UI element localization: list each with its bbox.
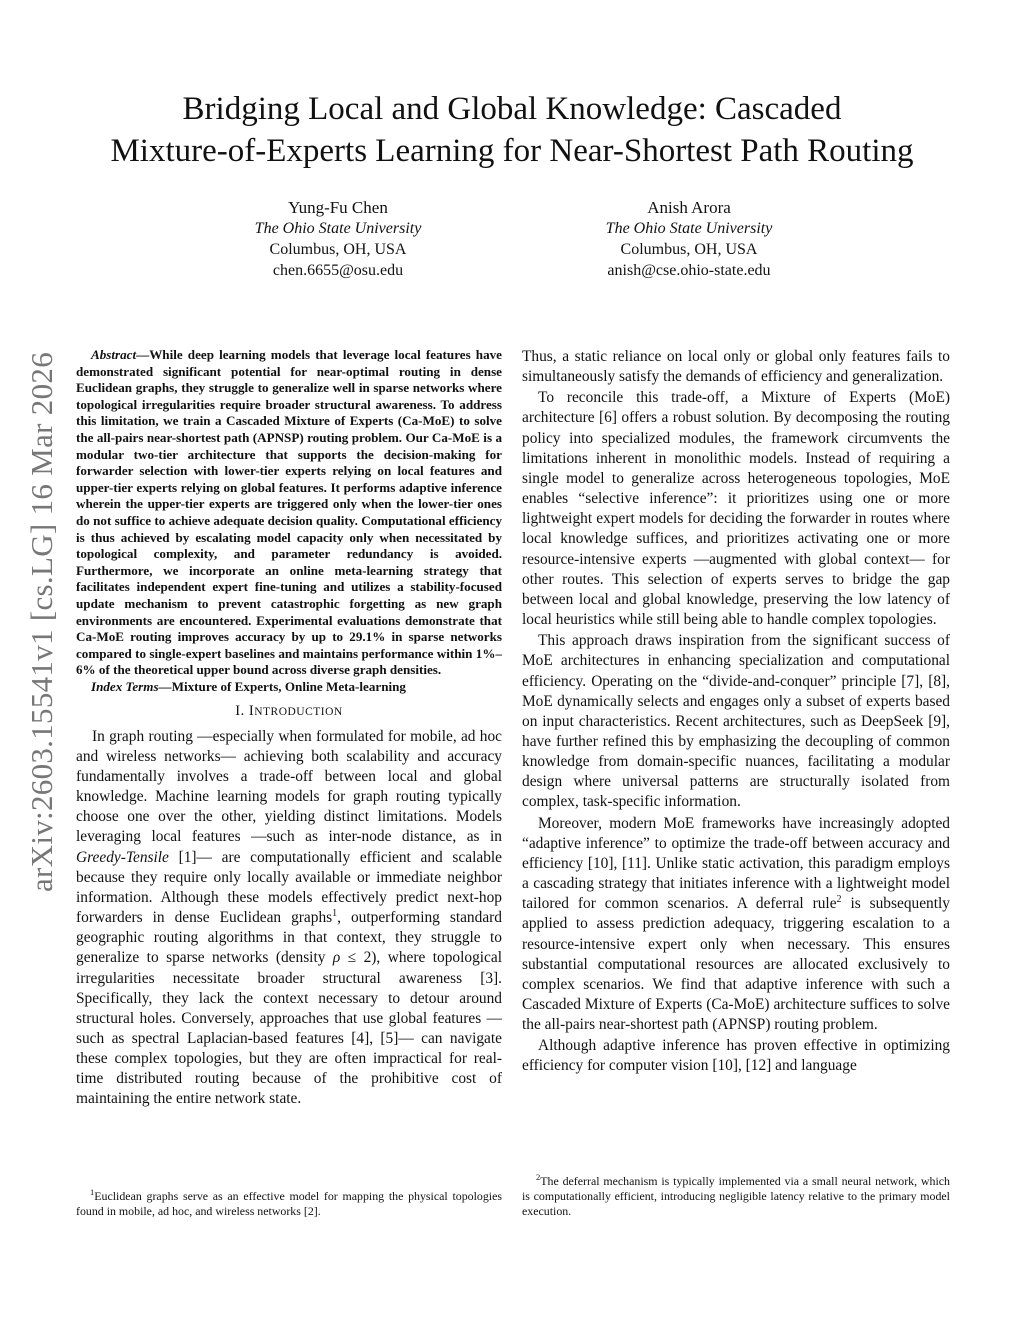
rho-symbol: ρ bbox=[332, 949, 341, 967]
author-location: Columbus, OH, USA bbox=[269, 241, 407, 258]
footnote-2 bbox=[522, 1174, 950, 1220]
section-numeral: I. bbox=[235, 703, 249, 720]
title-line-1: Bridging Local and Global Knowledge: Cascaded bbox=[182, 91, 842, 127]
intro-paragraph-1: In graph routing —especially when formulated for mobile, ad hoc and wireless networks— achieving both scalability and accuracy fundamentally involves a trade-off between local and global knowledge. Machine learning models for graph routing typically choose one over the other, yielding distinct limitations. Models leveraging local features —such as inter-node distance, as in Greedy-Tensile [1]— are computationally efficient and scalable because they require only locally available or immediate neighbor information. Although these models effectively predict next-hop forwarders in dense Euclidean graphs$^1$, outperforming standard geographic routing algorithms in that context, they struggle to generalize to sparse networks (density ρ ≤ 2), where topological irregularities necessitate broader structural awareness [3]. Specifically, they lack the context necessary to detour around structural holes. Conversely, approaches that use global features —such as spectral Laplacian-based features [4], [5]— can navigate these complex topologies, but they are often impractical for real-time distributed routing because of the prohibitive cost of maintaining the entire network state. bbox=[76, 727, 502, 1108]
index-terms-label: Index Terms bbox=[91, 678, 159, 694]
author-affiliation: The Ohio State University bbox=[254, 220, 422, 237]
intro-paragraph-6: Although adaptive inference has proven effective in optimizing efficiency for computer vision [10], [12] and language bbox=[522, 1037, 950, 1075]
footnote-2-number: 2 bbox=[536, 1172, 541, 1183]
section-title-initial: I bbox=[248, 703, 255, 720]
right-column bbox=[522, 347, 950, 1077]
abstract-text: —While deep learning models that leverage local features have demonstrated significant potential for near-optimal routing in dense Euclidean graphs, they struggle to generalize well in sparse networks where topological irregularities require broader structural awareness. To address this limitation, we train a Cascaded Mixture of Experts (Ca-MoE) to solve the all-pairs near-shortest path (APNSP) routing problem. Our Ca-MoE is a modular two-tier architecture that supports the decision-making for forwarder selection with lower-tier experts relying on local features and upper-tier experts relying on global features. It performs adaptive inference wherein the upper-tier experts are triggered only when the lower-tier ones do not suffice to achieve adequate decision quality. Computational efficiency is thus achieved by escalating model capacity only when necessitated by topological complexity, and parameter redundancy is avoided. Furthermore, we incorporate an online meta-learning strategy that facilitates independent expert fine-tuning and utilizes a stability-focused update mechanism to prevent catastrophic forgetting as new graph environments are encountered. Experimental evaluations demonstrate that Ca-MoE routing improves accuracy by up to 29.1% in sparse networks compared to single-expert baselines and maintains performance within 1%–6% of the theoretical upper bound across diverse graph densities. bbox=[76, 347, 502, 678]
title-line-2: Mixture-of-Experts Learning for Near-Shortest Path Routing bbox=[110, 133, 914, 169]
index-terms bbox=[76, 679, 502, 696]
author-name: Yung-Fu Chen bbox=[288, 198, 388, 217]
intro-paragraph-4: This approach draws inspiration from the significant success of MoE architectures in enhancing specialization and computational efficiency. Operating on the “divide-and-conquer” principle [7], [8], MoE dynamically selects and engages only a subset of experts based on input characteristics. Recent architectures, such as DeepSeek [9], have further refined this by emphasizing the decoupling of common knowledge from domain-specific nuances, facilitating a modular design where universal patterns are structurally isolated from complex, task-specific information. bbox=[522, 632, 950, 811]
intro-paragraph-2: Thus, a static reliance on local only or global only features fails to simultaneously satisfy the demands of efficiency and generalization. bbox=[522, 348, 950, 386]
footnote-ref-2: 2 bbox=[836, 894, 842, 906]
author-email: chen.6655@osu.edu bbox=[272, 262, 404, 279]
paper-title bbox=[60, 88, 964, 172]
footnote-1-number: 1 bbox=[90, 1187, 95, 1198]
index-terms-text: —Mixture of Experts, Online Meta-learning bbox=[158, 678, 406, 694]
section-title-rest: NTRODUCTION bbox=[254, 706, 343, 719]
author-location: Columbus, OH, USA bbox=[620, 241, 758, 258]
author-block-1 bbox=[198, 197, 478, 281]
author-block-2 bbox=[549, 197, 829, 281]
author-name: Anish Arora bbox=[647, 198, 731, 217]
footnote-1 bbox=[76, 1189, 502, 1219]
abstract bbox=[76, 347, 502, 679]
arxiv-identifier: arXiv:2603.15541v1 [cs.LG] 16 Mar 2026 bbox=[24, 351, 59, 893]
greedy-tensile-term: Greedy-Tensile bbox=[76, 848, 169, 866]
left-column bbox=[76, 347, 502, 1110]
author-affiliation: The Ohio State University bbox=[605, 220, 773, 237]
author-email: anish@cse.ohio-state.edu bbox=[607, 262, 771, 279]
footnote-ref-1: 1 bbox=[332, 907, 338, 919]
abstract-label: Abstract bbox=[91, 347, 137, 362]
intro-paragraph-3: To reconcile this trade-off, a Mixture of Experts (MoE) architecture [6] offers a robust solution. By decomposing the routing policy into specialized modules, the framework circumvents the limitations inherent in monolithic models. Instead of requiring a single model to generalize across heterogeneous topologies, MoE enables “selective inference”: it prioritizes using one or more lightweight expert models for deciding the forwarder in routes where local knowledge suffices, and prioritizes activating one or more resource-intensive experts —augmented with global context— for other routes. This selection of experts serves to bridge the gap between local and global knowledge, preserving the low latency of local heuristics while still being able to handle complex topologies. bbox=[522, 389, 950, 629]
footnote-1-text: Euclidean graphs serve as an effective model for mapping the physical topologies found in mobile, ad hoc, and wireless networks [2]. bbox=[76, 1189, 502, 1219]
section-heading-introduction bbox=[76, 701, 502, 722]
footnote-2-text: The deferral mechanism is typically implemented via a small neural network, which is computationally efficient, introducing negligible latency relative to the primary model execution. bbox=[522, 1174, 950, 1219]
intro-paragraph-5: Moreover, modern MoE frameworks have increasingly adopted “adaptive inference” to optimize the trade-off between accuracy and efficiency [10], [11]. Unlike static activation, this paradigm employs a cascading strategy that initiates inference with a lightweight model tailored for common scenarios. A deferral rule$^2$ is subsequently applied to assess prediction adequacy, triggering escalation to a resource-intensive expert only when necessary. This ensures substantial computational resources are allocated exclusively to complex scenarios. We find that adaptive inference with such a Cascaded Mixture of Experts (Ca-MoE) architecture suffices to solve the all-pairs near-shortest path (APNSP) routing problem. bbox=[522, 814, 950, 1034]
